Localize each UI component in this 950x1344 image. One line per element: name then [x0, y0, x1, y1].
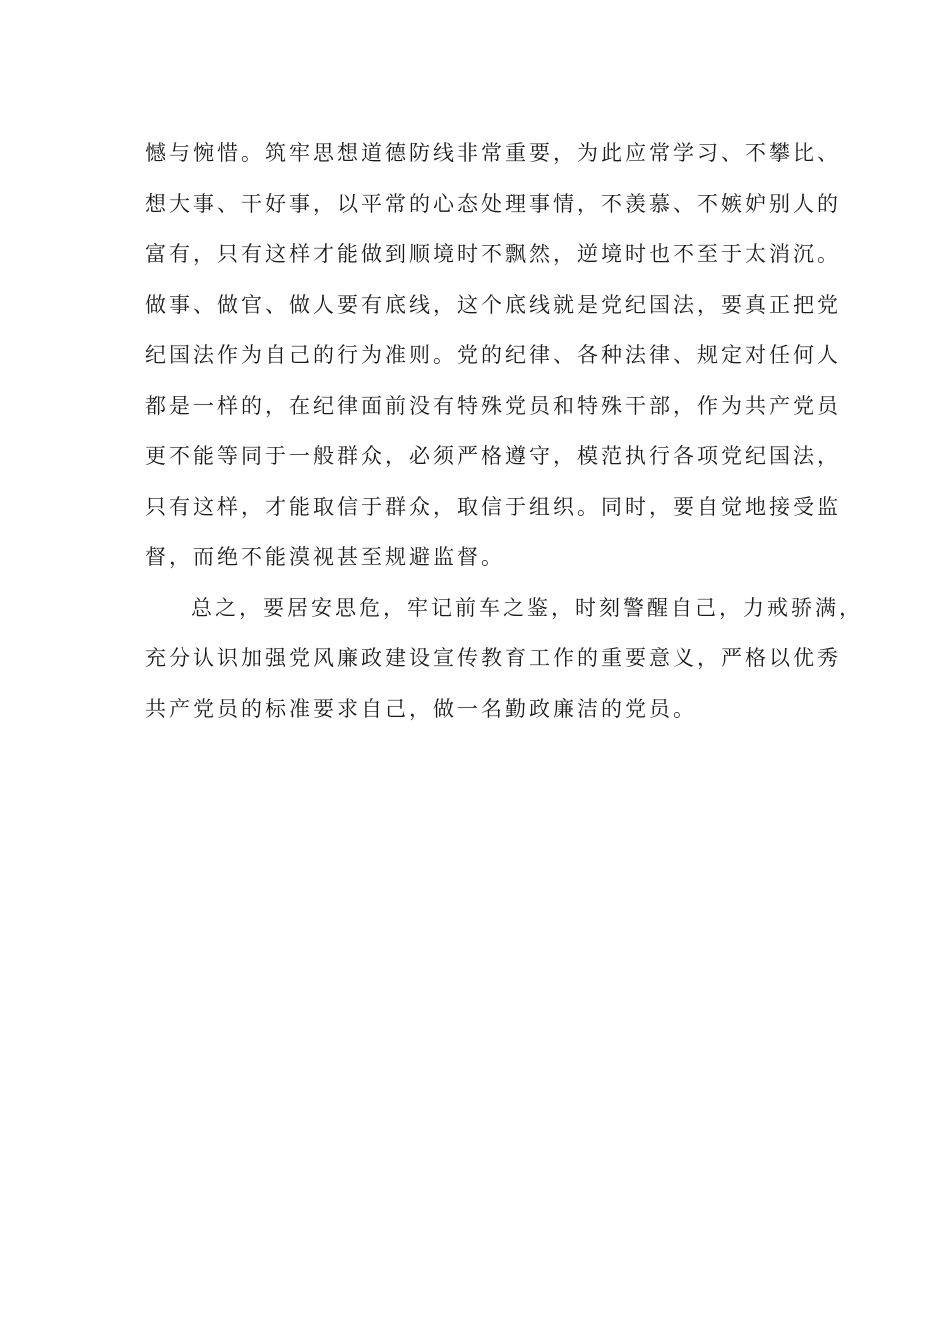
paragraph: [145, 128, 841, 583]
text-line: 充分认识加强党风廉政建设宣传教育工作的重要意义，严格以优秀: [145, 646, 841, 670]
text-line: 纪国法作为自己的行为准则。党的纪律、各种法律、规定对任何人: [145, 343, 841, 367]
paragraph: [145, 583, 863, 735]
text-line: 想大事、干好事，以平常的心态处理事情，不羡慕、不嫉妒别人的: [145, 191, 841, 216]
text-line: 都是一样的，在纪律面前没有特殊党员和特殊干部，作为共产党员: [145, 393, 841, 418]
text-line: 更不能等同于一般群众，必须严格遵守，模范执行各项党纪国法，: [145, 444, 841, 468]
text-line: 共产党员的标准要求自己，做一名勤政廉洁的党员。: [145, 696, 697, 721]
text-line: 只有这样，才能取信于群众，取信于组织。同时，要自觉地接受监: [145, 494, 841, 519]
text-line: 富有，只有这样才能做到顺境时不飘然，逆境时也不至于太消沉。: [145, 242, 841, 266]
text-line: 憾与惋惜。筑牢思想道德防线非常重要，为此应常学习、不攀比、: [145, 141, 841, 165]
text-line: 总之，要居安思危，牢记前车之鉴，时刻警醒自己，力戒骄满，: [191, 595, 863, 620]
text-line: 督，而绝不能漠视甚至规避监督。: [145, 545, 505, 569]
text-line: 做事、做官、做人要有底线，这个底线就是党纪国法，要真正把党: [145, 292, 841, 317]
document-body: [145, 128, 863, 734]
